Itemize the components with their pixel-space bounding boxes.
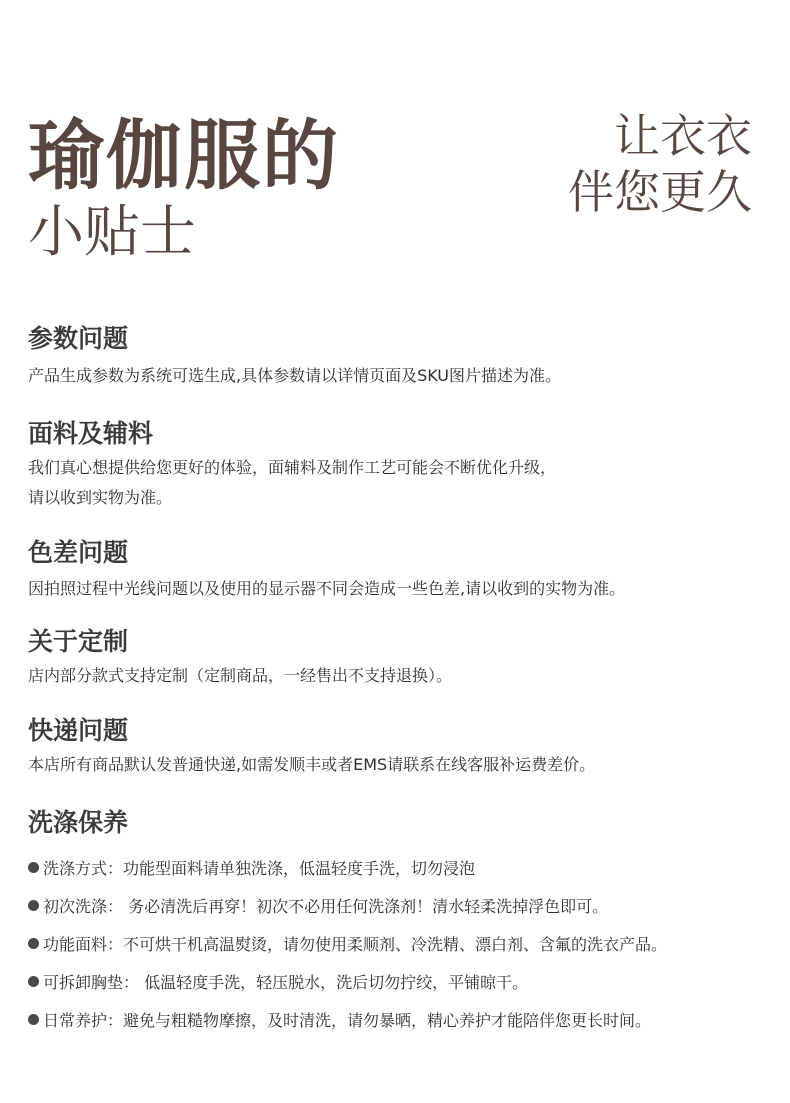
care-item-text: 初次洗涤： 务必清洗后再穿！初次不必用任何洗涤剂！清水轻柔洗掉浮色即可。 — [43, 896, 609, 916]
bullet-icon — [28, 1014, 39, 1025]
care-item-text: 洗涤方式：功能型面料请单独洗涤，低温轻度手洗，切勿浸泡 — [43, 858, 476, 878]
list-item — [28, 1000, 773, 1038]
section-body-line: 请以收到实物为准。 — [28, 488, 173, 507]
bullet-icon — [28, 900, 39, 911]
slogan — [568, 108, 752, 220]
section-shipping — [28, 715, 768, 780]
section-title: 参数问题 — [28, 324, 129, 353]
section-title: 色差问题 — [28, 538, 129, 567]
section-body-line: 本店所有商品默认发普通快递,如需发顺丰或者EMS请联系在线客服补运费差价。 — [28, 755, 596, 774]
hero-subtitle: 小贴士 — [28, 200, 196, 265]
bullet-icon — [28, 976, 39, 987]
section-fabric — [28, 418, 768, 513]
section-title: 面料及辅料 — [28, 419, 154, 448]
list-item — [28, 962, 773, 1000]
list-item — [28, 924, 773, 962]
section-washing-care — [28, 807, 768, 839]
list-item — [28, 886, 773, 924]
slogan-line-2: 伴您更久 — [568, 165, 752, 219]
section-customization — [28, 626, 768, 691]
section-body-line: 店内部分款式支持定制（定制商品，一经售出不支持退换）。 — [28, 666, 453, 685]
section-color-difference — [28, 537, 768, 604]
care-item-text: 日常养护：避免与粗糙物摩擦，及时清洗，请勿暴晒，精心养护才能陪伴您更长时间。 — [43, 1010, 652, 1030]
care-list — [28, 848, 773, 1038]
slogan-line-1: 让衣衣 — [614, 109, 752, 163]
section-parameters — [28, 323, 768, 391]
bullet-icon — [28, 862, 39, 873]
care-item-text: 可拆卸胸垫： 低温轻度手洗，轻压脱水，洗后切勿拧绞，平铺晾干。 — [43, 972, 529, 992]
section-title: 关于定制 — [28, 627, 129, 656]
section-body-line: 因拍照过程中光线问题以及使用的显示器不同会造成一些色差,请以收到的实物为准。 — [28, 579, 626, 598]
section-title: 洗涤保养 — [28, 808, 129, 837]
bullet-icon — [28, 938, 39, 949]
care-item-text: 功能面料：不可烘干机高温熨烫，请勿使用柔顺剂、冷洗精、漂白剂、含氟的洗衣产品。 — [43, 934, 668, 954]
list-item — [28, 848, 773, 886]
hero-title: 瑜伽服的 — [28, 111, 340, 200]
section-title: 快递问题 — [28, 716, 129, 745]
section-body-line: 产品生成参数为系统可选生成,具体参数请以详情页面及SKU图片描述为准。 — [28, 366, 562, 385]
section-body-line: 我们真心想提供给您更好的体验，面辅料及制作工艺可能会不断优化升级， — [28, 458, 557, 477]
